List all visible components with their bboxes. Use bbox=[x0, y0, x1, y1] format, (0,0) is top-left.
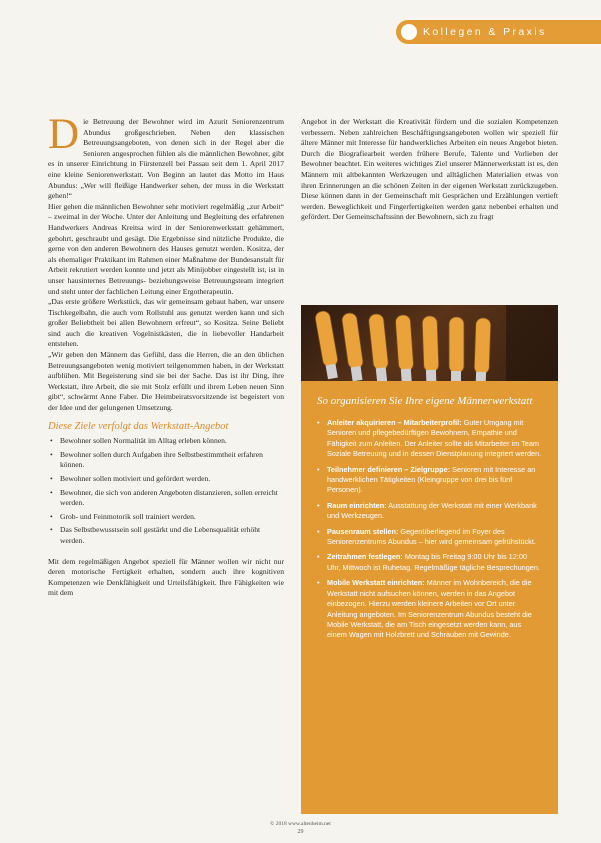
circle-icon bbox=[401, 24, 417, 40]
info-item-lead: Anleiter akquirieren – Mitarbeiterprofil: bbox=[327, 418, 462, 427]
intro-text: ie Betreuung der Bewohner wird im Azurit Seniorenzentrum Abundus großgeschrieben. Neben den klassischen Betreuungsangeboten, von denen sich in der Regel aber die Senioren angesprochen fühlen als die männlichen Bewohner, gibt es in unserer Einrichtung in Fürstenzell bei Passau seit dem 1. April 2017 eine kleine Seniorenwerkstatt. Von Beginn an lautet das Motto im Haus Abundus: „Wer will fleißige Handwerker sehen, der muss in die Werkstatt gehen!“ bbox=[48, 117, 284, 201]
section-tab bbox=[396, 20, 601, 44]
goals-list bbox=[48, 436, 284, 546]
info-item bbox=[317, 501, 542, 522]
chisels-illustration bbox=[301, 305, 558, 381]
dropcap-letter: D bbox=[48, 111, 80, 158]
chisels-photo bbox=[301, 305, 558, 381]
body-paragraph: „Wir geben den Männern das Gefühl, dass die Herren, die an den üblichen Betreuungsangeboten wenig motiviert teilgenommen haben, in der Werkstatt aufblühen. Mit Begeisterung sind sie bei der Sache. Das ist ihr Ding, ihre Werkstatt, ihre Arbeit, die sie mit Stolz erfüllt und ihrem Leben neuen Sinn gibt“, schwärmt Anne Faber. Die Heimbeiratsvorsitzende ist begeistert von der Idee und der gelungenen Umsetzung. bbox=[48, 350, 284, 413]
article-right-column bbox=[301, 117, 558, 223]
section-label: Kollegen & Praxis bbox=[423, 26, 547, 38]
info-box-title: So organisieren Sie Ihre eigene Männerwerkstatt bbox=[317, 395, 533, 407]
info-item-lead: Zeitrahmen festlegen: bbox=[327, 552, 403, 562]
info-item bbox=[317, 527, 542, 548]
info-box-list bbox=[317, 418, 542, 641]
info-item-text: Männer im Wohnbereich, die die Werkstatt nicht aufsuchen können, werden in das Angebot einbezogen. Hierzu werden kleinere Arbeiten vor Ort unter Anleitung angeboten. Im Seniorenzentrum Abundus besteht die Mobile Werkstatt, die am Tisch eingesetzt werden kann, aus einem Wagen mit Holzbrett und Schrauben mit Gewinde. bbox=[327, 578, 532, 640]
info-item-text: Senioren mit Interesse an handwerklichen Tätigkeiten (Kleingruppe von drei bis fünf Personen). bbox=[327, 464, 536, 495]
goals-subhead: Diese Ziele verfolgt das Werkstatt-Angebot bbox=[48, 420, 229, 432]
intro-paragraph bbox=[48, 111, 284, 202]
closing-paragraph: Mit dem regelmäßigen Angebot speziell für Männer wollen wir nicht nur deren motorische Fertigkeit erhalten, sondern auch ihre kognitiven Kompetenzen wie Denkfähigkeit und Urteilsfähigkeit. Ihre Fähigkeiten wie mit dem bbox=[48, 556, 284, 598]
body-paragraph: „Das erste größere Werkstück, das wir gemeinsam gebaut haben, war unsere Tischkegelbahn, die auch vom Rollstuhl aus genutzt werden kann und sich großer Beliebtheit bei allen Bewohnern erfreut“, so Kositza. Seine Beliebt sind auch die kreativen Vogelnistkästen, die in liebevoller Handarbeit entstehen. bbox=[48, 297, 284, 349]
info-item-text: Guter Umgang mit Senioren und pflegebedürftigen Bewohnern, Empathie und Fähigkeit zum Anleiten. Der Anleiter sollte als Mitarbeiter im Team Soziale Betreuung und in dessen Dienstplanung integriert werden. bbox=[327, 418, 542, 459]
info-item-lead: Pausenraum stellen: bbox=[327, 526, 399, 536]
info-item-lead: Raum einrichten: bbox=[327, 500, 387, 510]
info-item-text: Ausstattung der Werkstatt mit einer Werkbank und Werkzeugen. bbox=[327, 500, 537, 521]
goal-item: • Bewohner sollen Normalität im Alltag erleben können. bbox=[48, 436, 284, 447]
goal-item: • Bewohner sollen motiviert und gefördert werden. bbox=[48, 474, 284, 485]
info-item bbox=[317, 465, 542, 496]
article-left-column bbox=[48, 111, 284, 599]
goal-item: • Das Selbstbewusstsein soll gestärkt und die Lebensqualität erhöht werden. bbox=[48, 525, 284, 546]
info-item-text: Montag bis Freitag 9:00 Uhr bis 12:00 Uhr, Mittwoch ist Ruhetag. Regelmäßige tägliche Besprechungen. bbox=[327, 552, 540, 572]
body-paragraph: Angebot in der Werkstatt die Kreativität fördern und die sozialen Kompetenzen verbessern. Neben zahlreichen Beschäftigungsangeboten wollen wir speziell für ältere Männer mit Interesse für handwerkliches Arbeiten ein neues Angebot bieten. Durch die Biografiearbeit werden frühere Berufe, Talente und Vorlieben der Bewohner beachtet. Ein weiteres wichtiges Ziel unserer Männerwerkstatt ist es, den Männern mit altbekannten Werkzeugen und alltäglichen Materialien etwas von ihren Erinnerungen an die schönen Zeiten in der eigenen Werkstatt zurückzugeben. Diese können dann in der Gemeinschaft mit Gesprächen und Erzählungen vertieft werden. Beweglichkeit und Fingerfertigkeiten werden ganz nebenbei erhalten und gefördert. Der Gemeinschaftssinn der Bewohnern, sich zu fragt bbox=[301, 117, 558, 222]
body-paragraph: Hier gehen die männlichen Bewohner sehr motiviert regelmäßig „zur Arbeit“ – zweimal in der Woche. Unter der Anleitung und Begleitung des erfahrenen Handwerkers Andreas Kreitsa wird in der Seniorenwerkstatt gehämmert, gebohrt, geschraubt und gesägt. Die Ergebnisse sind nützliche Produkte, die gerne von den anderen Bewohnern des Hauses genutzt werden. Kositza, der als ehemaliger Praktikant im Rahmen einer Maßnahme der Bundesanstalt für Arbeit rekrutiert werden konnte und jetzt als Minijobber eingestellt ist, ist in unser hausinternes Betreuungs- beziehungsweise Betreuungsteam integriert und steht unter der fachlichen Leitung einer Ergotherapeutin. bbox=[48, 201, 284, 296]
info-item-text: Gegenüberliegend im Foyer des Seniorenzentrums Abundus – hier wird gemeinsam gefrühstückt. bbox=[327, 526, 536, 547]
info-item bbox=[317, 418, 542, 460]
goal-item: • Bewohner sollen durch Aufgaben ihre Selbstbestimmtheit erfahren können. bbox=[48, 450, 284, 471]
info-item-lead: Mobile Werkstatt einrichten: bbox=[327, 578, 425, 588]
info-box bbox=[301, 381, 558, 814]
goal-item: • Bewohner, die sich von anderen Angeboten distanzieren, sollen erreicht werden. bbox=[48, 488, 284, 509]
goal-item: • Grob- und Feinmotorik soll trainiert werden. bbox=[48, 512, 284, 523]
info-item bbox=[317, 552, 542, 573]
info-item-lead: Teilnehmer definieren – Zielgruppe: bbox=[327, 464, 451, 474]
info-item bbox=[317, 578, 542, 640]
page-number: 29 bbox=[297, 829, 304, 835]
footer-copyright: © 2018 www.altenheim.net bbox=[270, 821, 331, 827]
